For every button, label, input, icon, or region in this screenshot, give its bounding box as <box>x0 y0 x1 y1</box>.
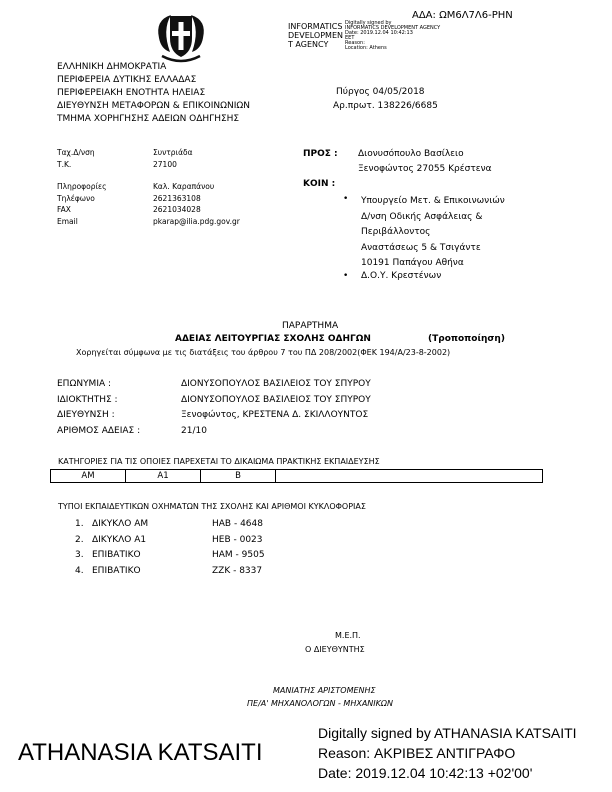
cc-line: Δ/νση Οδικής Ασφάλειας & <box>361 211 483 222</box>
contact-value: 27100 <box>153 159 177 169</box>
agency-name <box>288 22 343 49</box>
digital-signature-details <box>318 723 577 783</box>
list-item: 4. <box>75 565 84 576</box>
agency-signature-details <box>345 21 440 51</box>
detail-value-address: Ξενοφώντος, ΚΡΕΣΤΕΝΑ Δ. ΣΚΙΛΛΟΥΝΤΟΣ <box>181 410 369 420</box>
issuer-line: ΕΛΛΗΝΙΚΗ ΔΗΜΟΚΡΑΤΙΑ <box>57 62 167 72</box>
vehicle-numbers <box>75 517 84 579</box>
contact-email: pkarap@ilia.pdg.gov.gr <box>153 216 240 226</box>
contact-label: Ταχ.Δ/νση <box>57 148 95 157</box>
issuer-line: ΔΙΕΥΘΥΝΣΗ ΜΕΤΑΦΟΡΩΝ & ΕΠΙΚΟΙΝΩΝΙΩΝ <box>57 101 251 111</box>
vehicle-plate: ΗΕΒ - 0023 <box>212 534 263 545</box>
director-title: Ο ΔΙΕΥΘΥΝΤΗΣ <box>305 645 365 654</box>
contact-value: 2621034028 <box>153 205 201 215</box>
contact-value: Καλ. Καραπάνου <box>153 182 215 192</box>
digital-signature-name: ATHANASIA KATSAITI <box>18 739 263 766</box>
cc-line: Περιβάλλοντος <box>361 227 431 237</box>
detail-value-license-number: 21/10 <box>181 425 207 436</box>
vehicles-heading: ΤΥΠΟΙ ΕΚΠΑΙΔΕΥΤΙΚΩΝ ΟΧΗΜΑΤΩΝ ΤΗΣ ΣΧΟΛΗΣ ΚΑΙ ΑΡΙΘΜΟΙ ΚΥΚΛΟΦΟΡΙΑΣ <box>58 502 366 511</box>
vehicle-plate: ΗΑΒ - 4648 <box>212 519 263 529</box>
ada-code: ΑΔΑ: ΩΜ6Λ7Λ6-ΡΗΝ <box>412 10 513 21</box>
vehicle-plate: ΗΑΜ - 9505 <box>212 550 265 560</box>
contact-labels <box>57 147 106 228</box>
koin-label: ΚΟΙΝ : <box>303 179 336 189</box>
agency-line: T AGENCY <box>288 40 329 49</box>
agency-small-line: Reason: <box>345 40 365 46</box>
category-cell: A1 <box>126 470 201 483</box>
detail-value-owner: ΔΙΟΝΥΣΟΠΟΥΛΟΣ ΒΑΣΙΛΕΙΟΣ ΤΟΥ ΣΠΥΡΟΥ <box>181 394 371 405</box>
cc-line: 10191 Παπάγου Αθήνα <box>361 258 464 268</box>
agency-line: INFORMATICS <box>288 22 343 31</box>
contact-label: Πληροφορίες <box>57 182 107 192</box>
list-item: 1. <box>75 519 84 529</box>
agency-small-line: INFORMATICS DEVELOPMENT AGENCY <box>345 25 441 31</box>
contact-label: Email <box>57 216 78 226</box>
vehicle-plates <box>212 517 265 579</box>
mep-label: Μ.Ε.Π. <box>335 631 361 640</box>
contact-value: Συντριάδα <box>153 148 193 157</box>
detail-values <box>181 377 371 439</box>
greek-coat-of-arms-icon <box>150 12 212 68</box>
detail-value-name: ΔΙΟΝΥΣΟΠΟΥΛΟΣ ΒΑΣΙΛΕΙΟΣ ΤΟΥ ΣΠΥΡΟΥ <box>181 379 371 389</box>
contact-value: 2621363108 <box>153 193 201 203</box>
agency-small-line: EET <box>345 35 355 41</box>
detail-label: ΑΡΙΘΜΟΣ ΑΔΕΙΑΣ : <box>57 425 141 436</box>
agency-small-line: Digitally signed by <box>345 20 392 26</box>
category-cell <box>276 470 543 483</box>
vehicle-plate: ΖΖΚ - 8337 <box>212 565 263 576</box>
digital-signature-signed-by: Digitally signed by ATHANASIA KATSAITI <box>318 725 577 741</box>
digital-signature-reason: Reason: ΑΚΡΙΒΕΣ ΑΝΤΙΓΡΑΦΟ <box>318 745 516 761</box>
cc-line: Αναστάσεως 5 & Τσιγάντε <box>361 242 481 253</box>
recipient-address: Ξενοφώντος 27055 Κρέστενα <box>358 164 492 174</box>
place-date: Πύργος 04/05/2018 <box>336 87 425 97</box>
list-item: 2. <box>75 534 84 545</box>
license-heading: ΑΔΕΙΑΣ ΛΕΙΤΟΥΡΓΙΑΣ ΣΧΟΛΗΣ ΟΔΗΓΩΝ <box>175 334 371 344</box>
pros-label: ΠΡΟΣ : <box>303 149 338 159</box>
category-cell: AM <box>51 470 126 483</box>
issuer-line: ΠΕΡΙΦΕΡΕΙΑ ΔΥΤΙΚΗΣ ΕΛΛΑΔΑΣ <box>57 75 197 85</box>
issuer-header <box>57 61 250 126</box>
categories-table <box>50 469 543 483</box>
protocol-number: Αρ.πρωτ. 138226/6685 <box>333 101 438 111</box>
categories-heading: ΚΑΤΗΓΟΡΙΕΣ ΓΙΑ ΤΙΣ ΟΠΟΙΕΣ ΠΑΡΕΧΕΤΑΙ ΤΟ ΔΙΚΑΙΩΜΑ ΠΡΑΚΤΙΚΗΣ ΕΚΠΑΙΔΕΥΣΗΣ <box>58 457 380 466</box>
bullet-icon: • <box>343 271 349 281</box>
modification-note: (Τροποποίηση) <box>428 334 505 344</box>
detail-label: ΔΙΕΥΘΥΝΣΗ : <box>57 410 115 420</box>
signatory-position: ΠΕ/Α' ΜΗΧΑΝΟΛΟΓΩΝ - ΜΗΧΑΝΙΚΩΝ <box>247 699 393 708</box>
annex-title: ΠΑΡΑΡΤΗΜΑ <box>282 321 339 331</box>
detail-label: ΕΠΩΝΥΜΙΑ : <box>57 379 112 389</box>
contact-label: FAX <box>57 205 71 215</box>
bullet-icon: • <box>343 194 349 204</box>
cc-tax-office: Δ.Ο.Υ. Κρεστένων <box>361 271 442 281</box>
contact-values <box>153 147 240 228</box>
contact-label: Τηλέφωνο <box>57 193 95 203</box>
agency-small-line: Location: Athens <box>345 45 387 51</box>
vehicle-types <box>92 517 148 579</box>
agency-small-line: Date: 2019.12.04 10:42:13 <box>345 30 413 36</box>
vehicle-type: ΔΙΚΥΚΛΟ ΑΜ <box>92 519 149 529</box>
issuer-line: ΠΕΡΙΦΕΡΕΙΑΚΗ ΕΝΟΤΗΤΑ ΗΛΕΙΑΣ <box>57 88 206 98</box>
category-cell: B <box>201 470 276 483</box>
table-row <box>51 470 543 483</box>
issuer-line: ΤΜΗΜΑ ΧΟΡΗΓΗΣΗΣ ΑΔΕΙΩΝ ΟΔΗΓΗΣΗΣ <box>57 114 240 124</box>
agency-line: DEVELOPMEN <box>288 31 343 40</box>
vehicle-type: ΕΠΙΒΑΤΙΚΟ <box>92 565 141 576</box>
detail-labels <box>57 377 140 439</box>
cc-line: Υπουργείο Μετ. & Επικοινωνιών <box>361 196 505 206</box>
recipient-name: Διονυσόπουλο Βασίλειο <box>358 149 464 159</box>
vehicle-type: ΔΙΚΥΚΛΟ Α1 <box>92 534 147 545</box>
detail-label: ΙΔΙΟΚΤΗΤΗΣ : <box>57 394 118 405</box>
list-item: 3. <box>75 550 84 560</box>
contact-label: Τ.Κ. <box>57 159 72 169</box>
legal-basis: Χορηγείται σύμφωνα με τις διατάξεις του άρθρου 7 του ΠΔ 208/2002(ΦΕΚ 194/Α/23-8-2002) <box>76 348 451 357</box>
signatory-name: ΜΑΝΙΑΤΗΣ ΑΡΙΣΤΟΜΕΝΗΣ <box>273 686 376 695</box>
cc-ministry <box>361 194 505 272</box>
vehicle-type: ΕΠΙΒΑΤΙΚΟ <box>92 550 141 560</box>
digital-signature-date: Date: 2019.12.04 10:42:13 +02'00' <box>318 765 533 781</box>
